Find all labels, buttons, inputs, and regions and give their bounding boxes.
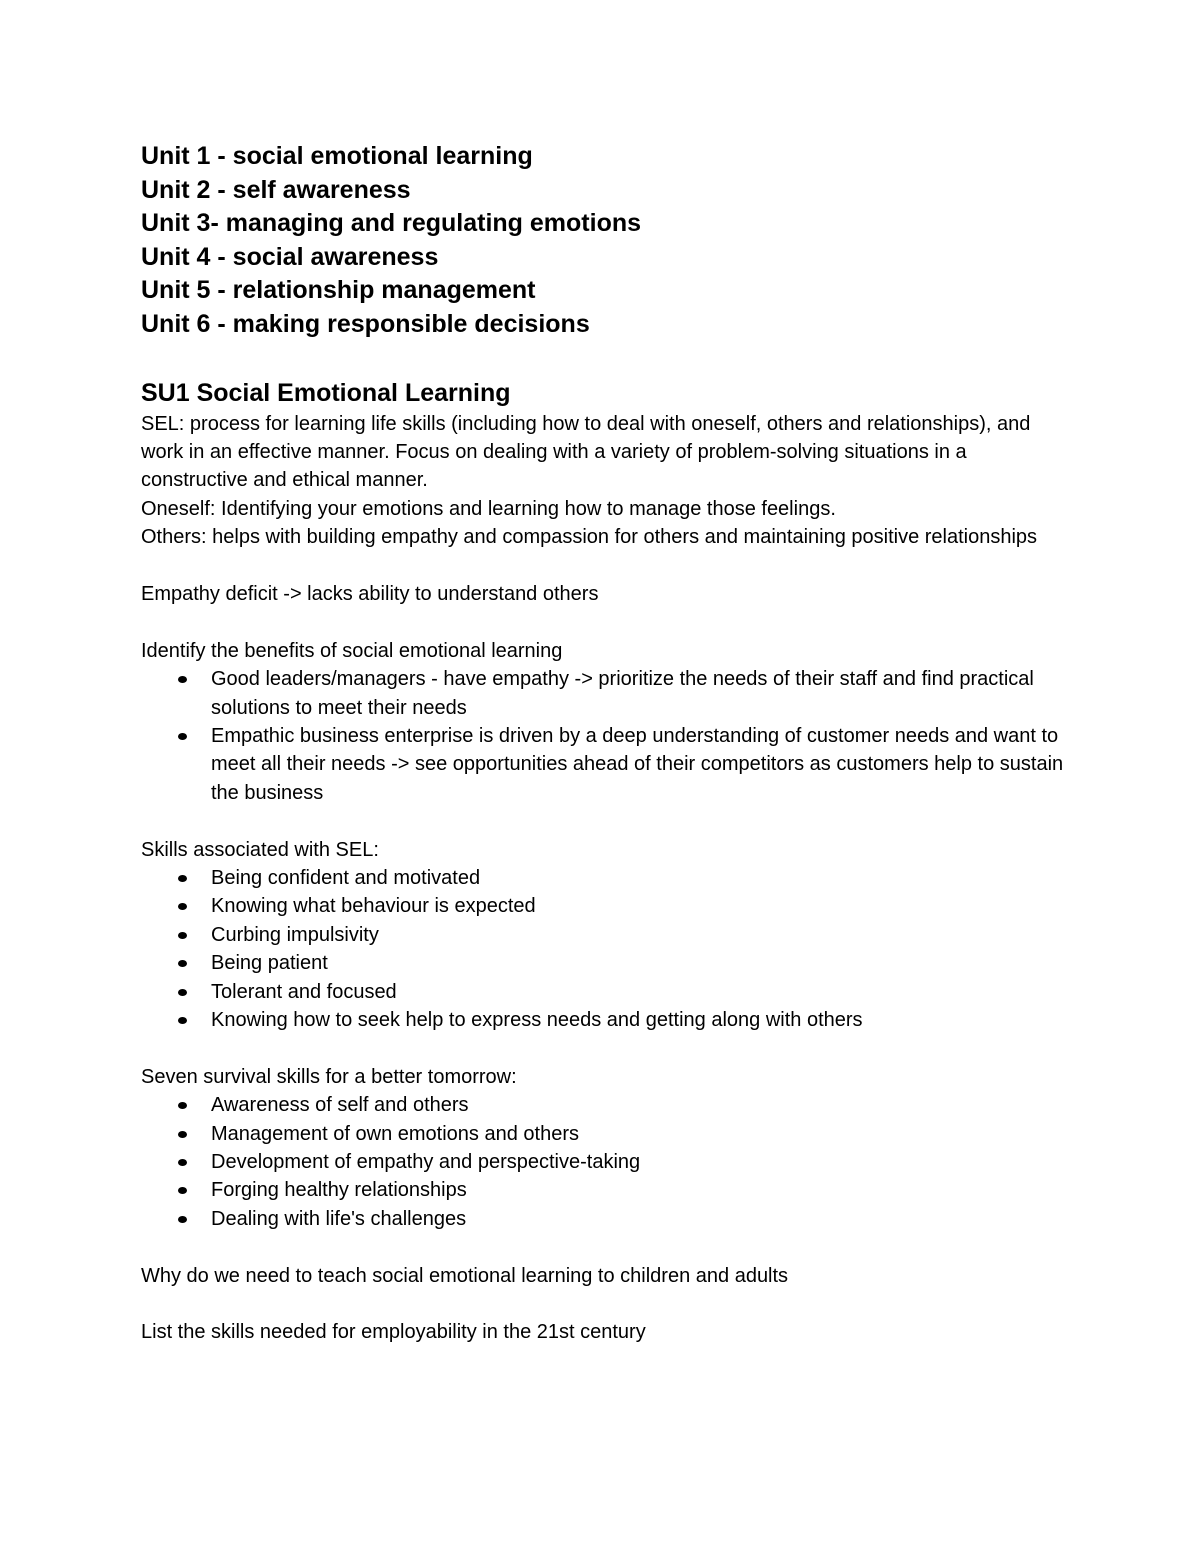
list-item: [141, 892, 1071, 920]
list-item: [141, 1120, 1071, 1148]
list-item: [141, 864, 1071, 892]
list-item-text: Forging healthy relationships: [211, 1179, 467, 1202]
unit-6-title: Unit 6 - making responsible decisions: [141, 309, 590, 338]
bullet-icon: [178, 960, 187, 967]
benefits-heading: Identify the benefits of social emotional learning: [141, 639, 563, 662]
list-item-text: Awareness of self and others: [211, 1094, 469, 1117]
others-definition: Others: helps with building empathy and compassion for others and maintaining positive relationships: [141, 526, 1038, 549]
list-item: [141, 722, 1071, 807]
unit-list: [141, 140, 1071, 342]
list-item-text: Good leaders/managers - have empathy -> prioritize the needs of their staff and find practical solutions to meet their needs: [211, 668, 1034, 719]
survival-list: [141, 1091, 1071, 1233]
spacer: [141, 552, 1071, 580]
document-page: [141, 140, 1071, 1347]
list-item-text: Dealing with life's challenges: [211, 1207, 467, 1230]
question-why-teach-sel: Why do we need to teach social emotional learning to children and adults: [141, 1264, 789, 1287]
list-item: [141, 921, 1071, 949]
spacer: [141, 1233, 1071, 1261]
bullet-icon: [178, 932, 187, 939]
list-item-text: Being confident and motivated: [211, 867, 481, 890]
bullet-icon: [178, 875, 187, 882]
bullet-icon: [178, 733, 187, 740]
sel-definition: SEL: process for learning life skills (including how to deal with oneself, others and relationships), and work in an effective manner. Focus on dealing with a variety of problem-solving situations in a constructive and ethical manner.: [141, 412, 1031, 492]
bullet-icon: [178, 989, 187, 996]
list-item-text: Development of empathy and perspective-taking: [211, 1151, 641, 1174]
list-item: [141, 1148, 1071, 1176]
list-item-text: Empathic business enterprise is driven by a deep understanding of customer needs and want to meet all their needs -> see opportunities ahead of their competitors as customers help to sustain the business: [211, 725, 1064, 804]
list-item: [141, 978, 1071, 1006]
list-item: [141, 665, 1071, 722]
section-heading: SU1 Social Emotional Learning: [141, 378, 511, 407]
benefits-list: [141, 665, 1071, 807]
bullet-icon: [178, 1131, 187, 1138]
bullet-icon: [178, 1159, 187, 1166]
list-item-text: Being patient: [211, 952, 328, 975]
unit-3-title: Unit 3- managing and regulating emotions: [141, 209, 642, 238]
list-item-text: Knowing what behaviour is expected: [211, 895, 536, 918]
bullet-icon: [178, 676, 187, 683]
list-item: [141, 1006, 1071, 1034]
list-item-text: Tolerant and focused: [211, 980, 397, 1003]
list-item-text: Curbing impulsivity: [211, 923, 379, 946]
spacer: [141, 1034, 1071, 1062]
unit-1-title: Unit 1 - social emotional learning: [141, 142, 533, 170]
bullet-icon: [178, 1216, 187, 1223]
oneself-definition: Oneself: Identifying your emotions and learning how to manage those feelings.: [141, 497, 836, 520]
bullet-icon: [178, 1102, 187, 1109]
list-item: [141, 1091, 1071, 1119]
question-employability-skills: List the skills needed for employability in the 21st century: [141, 1321, 646, 1344]
spacer: [141, 1290, 1071, 1318]
bullet-icon: [178, 1017, 187, 1024]
list-item-text: Management of own emotions and others: [211, 1122, 579, 1145]
skills-list: [141, 864, 1071, 1034]
skills-heading: Skills associated with SEL:: [141, 838, 379, 861]
bullet-icon: [178, 1187, 187, 1194]
survival-heading: Seven survival skills for a better tomorrow:: [141, 1065, 517, 1088]
list-item: [141, 1205, 1071, 1233]
list-item: [141, 949, 1071, 977]
bullet-icon: [178, 903, 187, 910]
unit-4-title: Unit 4 - social awareness: [141, 242, 439, 271]
list-item-text: Knowing how to seek help to express needs and getting along with others: [211, 1009, 863, 1032]
spacer: [141, 608, 1071, 636]
unit-5-title: Unit 5 - relationship management: [141, 276, 536, 305]
list-item: [141, 1176, 1071, 1204]
unit-2-title: Unit 2 - self awareness: [141, 175, 411, 204]
spacer: [141, 807, 1071, 835]
empathy-deficit: Empathy deficit -> lacks ability to understand others: [141, 582, 599, 605]
